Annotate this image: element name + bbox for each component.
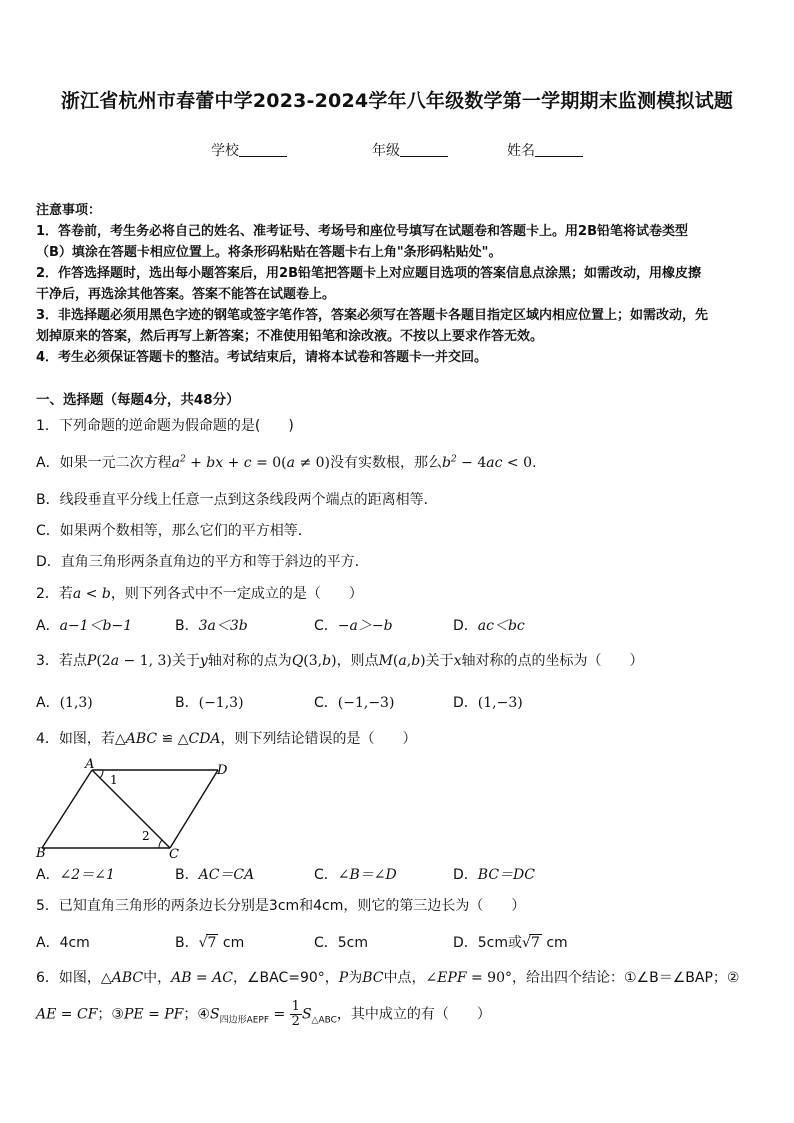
edge-ab xyxy=(42,770,92,848)
q1-option-c[interactable]: C．如果两个数相等，那么它们的平方相等． xyxy=(36,523,312,539)
q6-line-1: 6．如图，△ABC中，AB = AC，∠BAC=90°，P为BC中点，∠EPF = 90°，给出四个结论：①∠B＝∠BAP；② xyxy=(36,970,740,986)
label-c: C xyxy=(169,847,179,860)
label-d: D xyxy=(217,763,228,778)
q5-option-b[interactable]: B．√7 cm xyxy=(175,935,245,951)
name-label: 姓名 xyxy=(507,143,535,159)
q3-option-c[interactable]: C．(−1,−3) xyxy=(314,695,395,711)
school-field xyxy=(211,140,287,160)
diagonal-ac xyxy=(92,770,170,848)
edge-dc xyxy=(170,770,218,848)
q2-stem: 2．若a < b，则下列各式中不一定成立的是（ ） xyxy=(36,586,363,602)
notes-block xyxy=(36,200,758,368)
q5-option-d[interactable]: D．5cm或√7 cm xyxy=(453,935,568,951)
q2-option-c[interactable]: C．−a＞−b xyxy=(314,618,393,634)
label-angle-1: 1 xyxy=(110,773,118,787)
section-heading: 一、选择题（每题4分，共48分） xyxy=(36,392,240,408)
grade-blank[interactable] xyxy=(400,142,448,157)
q4-stem: 4．如图，若△ABC ≌ △CDA，则下列结论错误的是（ ） xyxy=(36,731,417,747)
note-2a: 2．作答选择题时，选出每小题答案后，用2B铅笔把答题卡上对应题目选项的答案信息点涂黑；如需改动，用橡皮擦 xyxy=(36,266,702,281)
q4-parallelogram-figure xyxy=(30,756,240,860)
note-4: 4．考生必须保证答题卡的整洁。考试结束后，请将本试卷和答题卡一并交回。 xyxy=(36,350,488,365)
q3-option-b[interactable]: B．(−1,3) xyxy=(175,695,244,711)
note-1b: （B）填涂在答题卡相应位置上。将条形码粘贴在答题卡右上角"条形码粘贴处"。 xyxy=(36,245,502,260)
name-field xyxy=(507,140,583,160)
q5-option-c[interactable]: C．5cm xyxy=(314,935,369,951)
q5-stem: 5．已知直角三角形的两条边长分别是3cm和4cm，则它的第三边长为（ ） xyxy=(36,898,526,914)
label-angle-2: 2 xyxy=(142,829,150,843)
q3-option-d[interactable]: D．(1,−3) xyxy=(453,695,523,711)
note-3a: 3．非选择题必须用黑色字迹的钢笔或签字笔作答，答案必须写在答题卡各题目指定区域内相应位置上；如需改动，先 xyxy=(36,308,709,323)
q2-option-b[interactable]: B．3a＜3b xyxy=(175,618,248,634)
note-3b: 划掉原来的答案，然后再写上新答案；不准使用铅笔和涂改液。不按以上要求作答无效。 xyxy=(36,329,544,344)
school-blank[interactable] xyxy=(239,142,287,157)
q2-option-d[interactable]: D．ac＜bc xyxy=(453,618,525,634)
q3-option-a[interactable]: A．(1,3) xyxy=(36,695,93,711)
school-label: 学校 xyxy=(211,143,239,159)
angle-2-arc xyxy=(159,840,162,848)
q4-option-a[interactable]: A．∠2＝∠1 xyxy=(36,867,115,883)
note-1a: 1．答卷前，考生务必将自己的姓名、准考证号、考场号和座位号填写在试题卷和答题卡上。用2B铅笔将试卷类型 xyxy=(36,224,689,239)
label-b: B xyxy=(36,846,46,860)
angle-1-arc xyxy=(100,770,103,778)
label-a: A xyxy=(85,757,95,772)
q1-option-b[interactable]: B．线段垂直平分线上任意一点到这条线段两个端点的距离相等． xyxy=(36,492,438,508)
notes-heading: 注意事项： xyxy=(36,203,102,218)
q5-option-a[interactable]: A．4cm xyxy=(36,935,90,951)
exam-title: 浙江省杭州市春蕾中学2023-2024学年八年级数学第一学期期末监测模拟试题 xyxy=(60,90,734,112)
q1-option-d[interactable]: D．直角三角形两条直角边的平方和等于斜边的平方． xyxy=(36,554,369,570)
grade-field xyxy=(372,140,448,160)
q1-stem: 1．下列命题的逆命题为假命题的是( ) xyxy=(36,418,294,434)
grade-label: 年级 xyxy=(372,143,400,159)
q2-option-a[interactable]: A．a−1＜b−1 xyxy=(36,618,133,634)
note-2b: 干净后，再选涂其他答案。答案不能答在试题卷上。 xyxy=(36,287,336,302)
q4-option-c[interactable]: C．∠B＝∠D xyxy=(314,867,397,883)
q3-stem: 3．若点P(2a − 1, 3)关于y轴对称的点为Q(3,b)，则点M(a,b)关于x轴对称的点的坐标为（ ） xyxy=(36,653,644,669)
q1-option-a[interactable]: A．如果一元二次方程$a^2$ + bx + c = 0(a ≠ 0)没有实数根，那么$b^2 - 4ac < 0$. xyxy=(36,454,537,471)
q4-option-b[interactable]: B．AC＝CA xyxy=(175,867,255,883)
q4-option-d[interactable]: D．BC＝DC xyxy=(453,867,535,883)
q6-line-2: AE = CF；③PE = PF；$④S_{四边形AEPF}$ = $\frac{1}{2}$ $S_{\triangle ABC}$，其中成立的有（ ） xyxy=(36,999,491,1029)
name-blank[interactable] xyxy=(535,142,583,157)
